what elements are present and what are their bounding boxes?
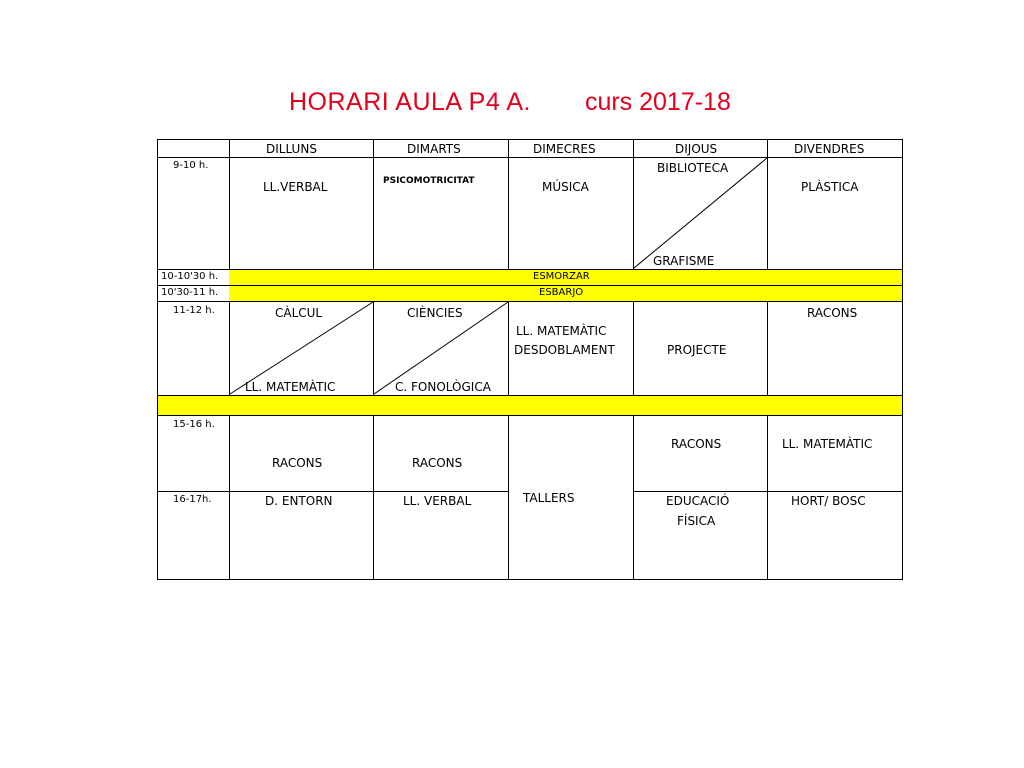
recess-label: ESBARJO — [539, 287, 584, 298]
cell-text: EDUCACIÓ — [666, 494, 730, 508]
cell-text: C. FONOLÒGICA — [395, 380, 491, 394]
cell-text: RACONS — [671, 437, 722, 451]
cell-text: FÍSICA — [677, 514, 716, 528]
cell-text: LL.VERBAL — [263, 180, 328, 194]
title-course: curs 2017-18 — [584, 88, 731, 116]
cell-text: PLÀSTICA — [801, 180, 859, 194]
cell-text: LL. VERBAL — [403, 494, 472, 508]
time-label: 10-10'30 h. — [161, 271, 219, 282]
cell-text: CÀLCUL — [275, 306, 323, 320]
cell-text: LL. MATEMÀTIC — [516, 324, 607, 338]
page-title — [289, 88, 731, 117]
day-header: DIVENDRES — [794, 142, 865, 156]
time-label: 16-17h. — [173, 494, 212, 505]
cell-text: DESDOBLAMENT — [514, 343, 615, 357]
time-label: 10'30-11 h. — [161, 287, 219, 298]
title-main: HORARI AULA P4 A. — [289, 88, 531, 116]
cell-text: TALLERS — [523, 491, 575, 505]
cell-text: PROJECTE — [667, 343, 727, 357]
diagonal-splits — [157, 139, 903, 580]
cell-text: CIÈNCIES — [407, 306, 463, 320]
day-header: DILLUNS — [266, 142, 317, 156]
cell-text: BIBLIOTECA — [657, 161, 729, 175]
schedule-table — [157, 139, 903, 580]
cell-text: D. ENTORN — [265, 494, 333, 508]
day-header: DIJOUS — [675, 142, 718, 156]
time-label: 9-10 h. — [173, 160, 209, 171]
cell-text: RACONS — [807, 306, 858, 320]
cell-text: MÚSICA — [542, 180, 589, 194]
cell-text: PSICOMOTRICITAT — [383, 176, 475, 186]
cell-text: HORT/ BOSC — [791, 494, 866, 508]
day-header: DIMARTS — [407, 142, 461, 156]
breakfast-label: ESMORZAR — [533, 271, 590, 282]
cell-text: LL. MATEMÀTIC — [782, 437, 873, 451]
cell-text: RACONS — [412, 456, 463, 470]
cell-text: GRAFISME — [653, 254, 715, 268]
day-header: DIMECRES — [533, 142, 596, 156]
cell-text: LL. MATEMÀTIC — [245, 380, 336, 394]
time-label: 11-12 h. — [173, 305, 215, 316]
cell-text: RACONS — [272, 456, 323, 470]
time-label: 15-16 h. — [173, 419, 215, 430]
